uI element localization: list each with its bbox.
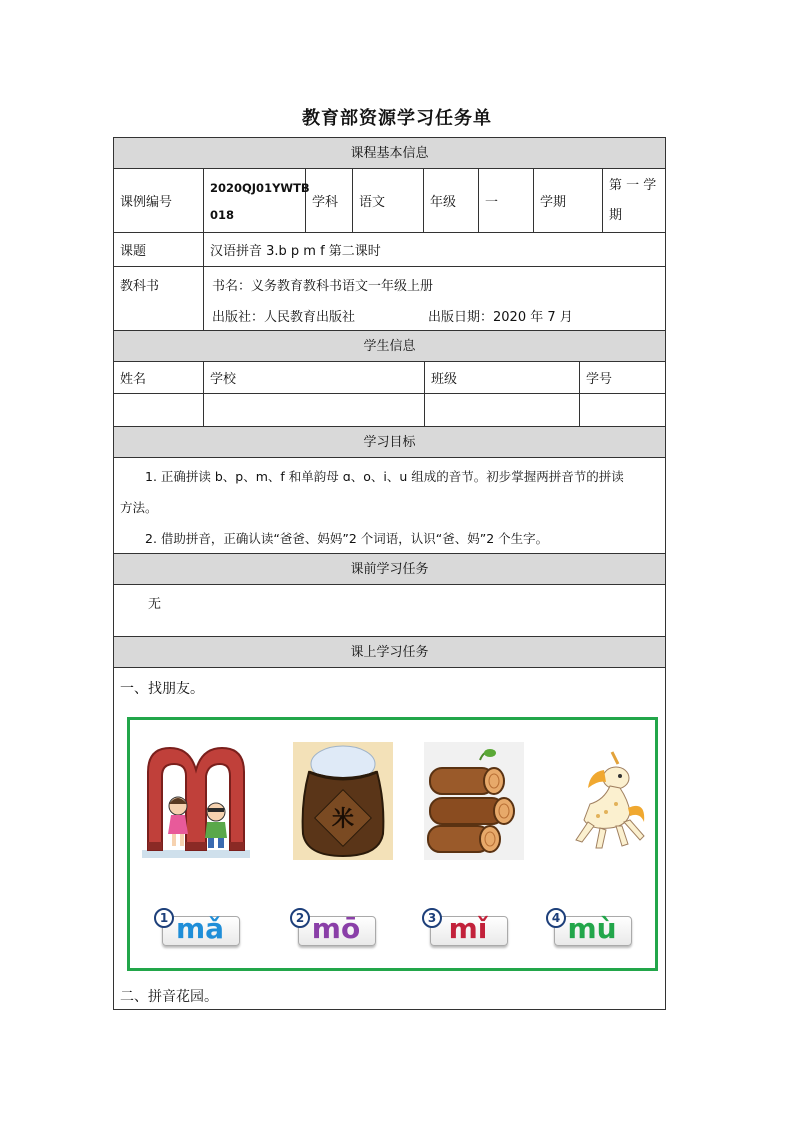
student-blank-row [114, 394, 665, 427]
pinyin-number-2: 2 [290, 908, 310, 928]
topic-value: 汉语拼音 3.b p m f 第二课时 [210, 244, 381, 259]
course-code-row [114, 169, 665, 233]
goal-2: 2. 借助拼音，正确认读“爸爸、妈妈”2 个词语，认识“爸、妈”2 个生字。 [145, 531, 549, 546]
subject-value: 语文 [359, 195, 386, 210]
publish-date: 出版日期：2020 年 7 月 [428, 310, 573, 325]
pinyin-card-4 [546, 908, 632, 948]
sack-character: 米 [331, 807, 355, 832]
textbook-row [114, 267, 665, 331]
grade-value: 一 [485, 195, 499, 210]
pony-picture [550, 742, 650, 860]
pinyin-card-3 [422, 908, 508, 948]
task-sheet-table [113, 137, 666, 1010]
pinyin-text-2: mō [311, 912, 361, 945]
goal-1-line-2: 方法。 [120, 500, 158, 515]
book-name: 书名：义务教育教科书语文一年级上册 [212, 279, 434, 294]
pinyin-text-1: mǎ [175, 912, 225, 945]
pinyin-text-4: mù [567, 912, 617, 945]
term-value: 第 一 学 期 [609, 178, 657, 223]
subject-label: 学科 [312, 195, 339, 210]
part-2-heading: 二、拼音花园。 [120, 989, 218, 1005]
page-title: 教育部资源学习任务单 [302, 108, 492, 129]
goals-content [114, 458, 665, 554]
pinyin-card-2 [290, 908, 376, 948]
student-id-label: 学号 [586, 372, 613, 387]
part-1-heading: 一、找朋友。 [120, 681, 204, 697]
door-children-picture [140, 742, 240, 860]
student-id-field[interactable] [580, 394, 665, 426]
textbook-label: 教科书 [120, 279, 160, 294]
pre-task-value: 无 [148, 597, 162, 612]
pinyin-number-4: 4 [546, 908, 566, 928]
section-class-tasks: 课上学习任务 [114, 637, 665, 668]
section-course-info: 课程基本信息 [114, 138, 665, 169]
pinyin-text-3: mǐ [448, 912, 488, 945]
class-label: 班级 [431, 372, 458, 387]
student-header-row [114, 362, 665, 394]
section-goals: 学习目标 [114, 427, 665, 458]
term-label: 学期 [540, 195, 567, 210]
wood-logs-picture [424, 742, 524, 860]
pinyin-number-1: 1 [154, 908, 174, 928]
name-label: 姓名 [120, 372, 147, 387]
class-field[interactable] [425, 394, 580, 426]
topic-row [114, 233, 665, 267]
publisher: 出版社：人民教育出版社 [212, 310, 356, 325]
section-pre-tasks: 课前学习任务 [114, 554, 665, 585]
school-label: 学校 [210, 372, 237, 387]
pinyin-number-3: 3 [422, 908, 442, 928]
rice-sack-picture [293, 742, 393, 860]
pre-task-content [114, 585, 665, 637]
topic-label: 课题 [120, 244, 147, 259]
pinyin-card-1 [154, 908, 240, 948]
grade-label: 年级 [430, 195, 457, 210]
goal-1-line-1: 1. 正确拼读 b、p、m、f 和单韵母 ɑ、o、i、u 组成的音节。初步掌握两拼音节的拼读 [145, 469, 624, 484]
section-student-info: 学生信息 [114, 331, 665, 362]
name-field[interactable] [114, 394, 204, 426]
find-friends-panel [127, 717, 658, 971]
school-field[interactable] [204, 394, 425, 426]
course-code-label: 课例编号 [120, 195, 173, 210]
course-code-value: 2020QJ01YWTB 018 [210, 181, 310, 222]
